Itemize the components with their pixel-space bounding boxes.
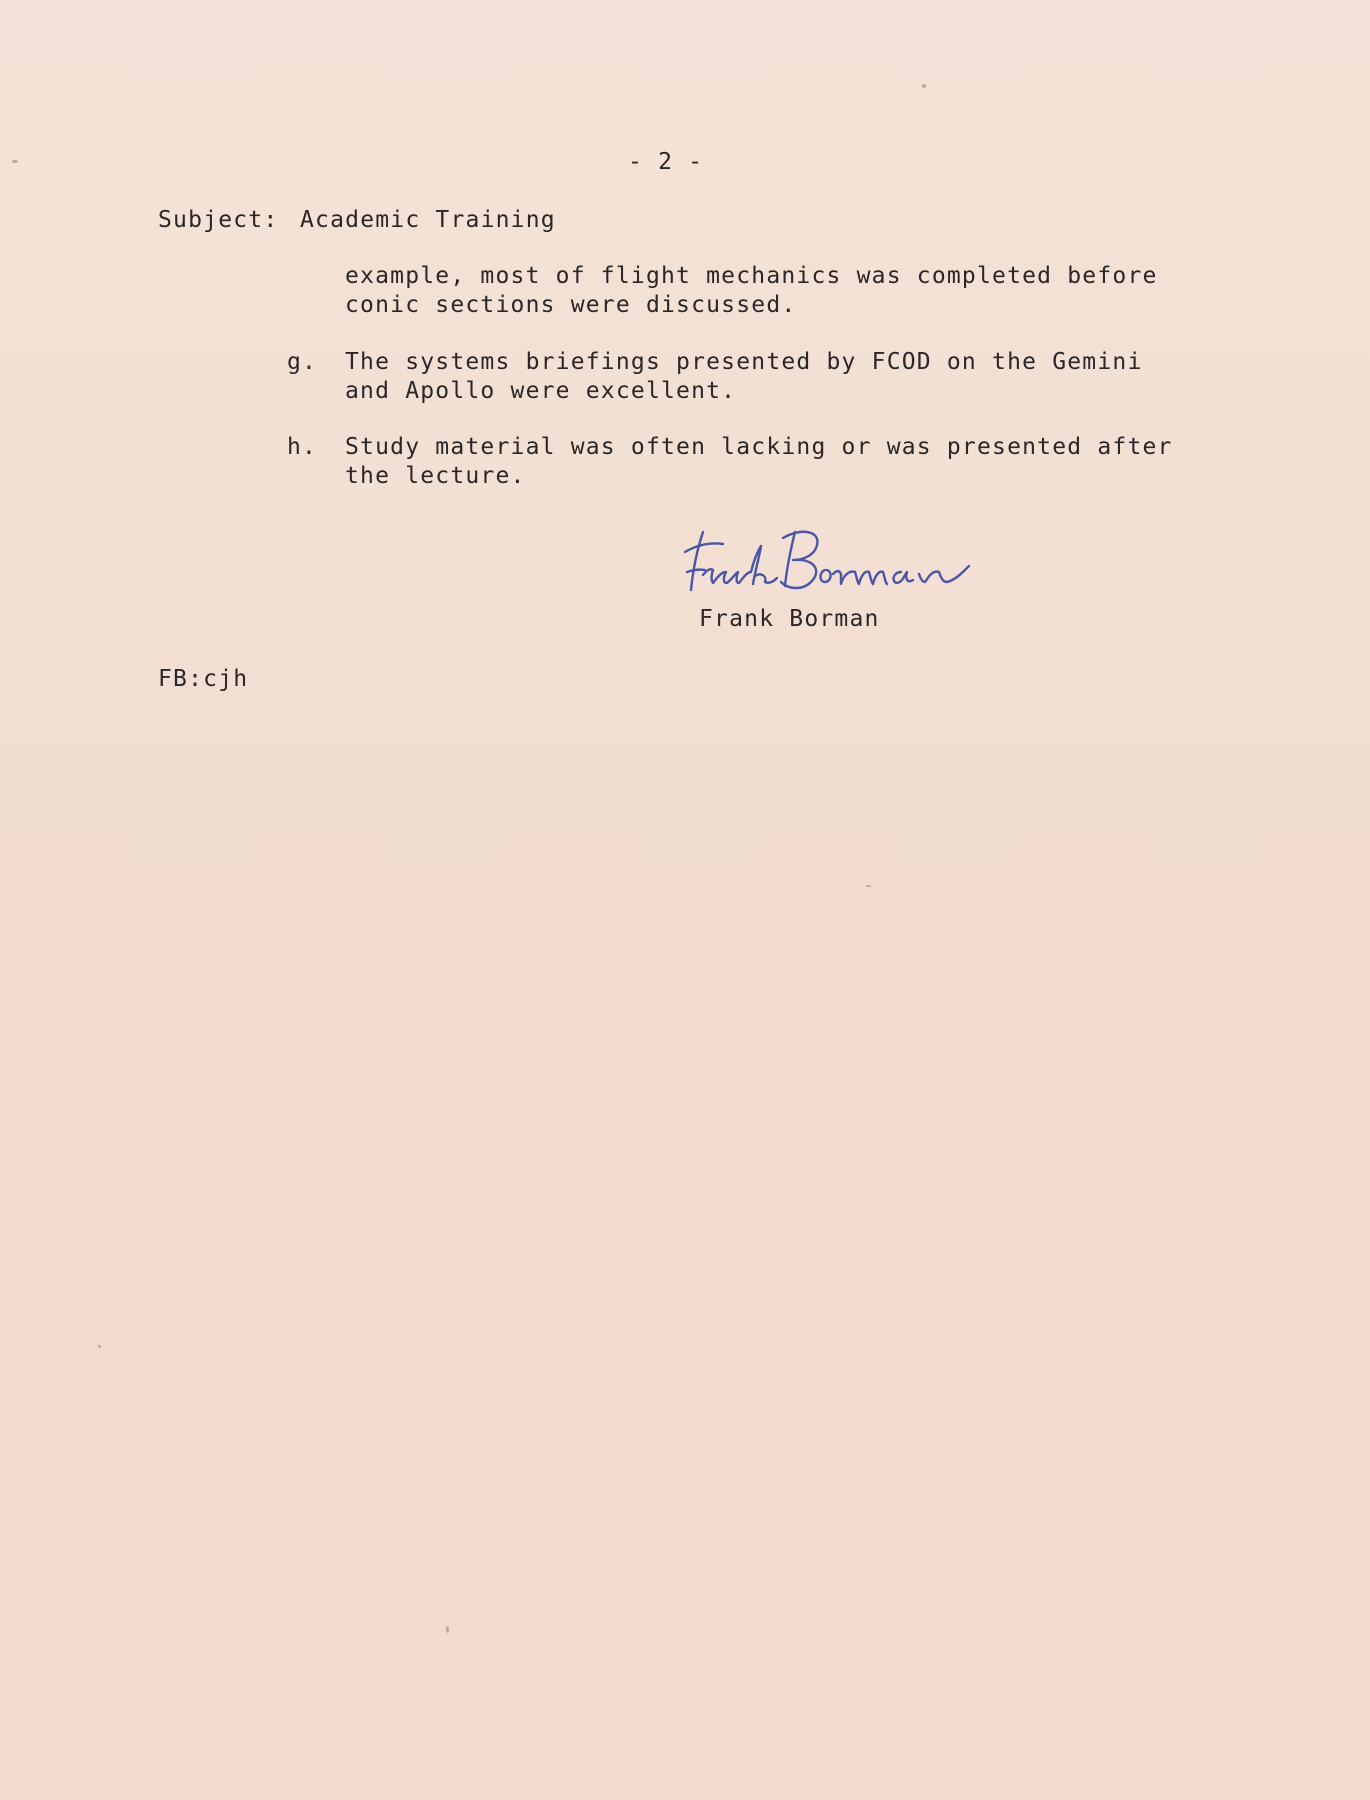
item-g-marker: g. [287, 349, 318, 375]
reference-initials: FB:cjh [158, 666, 249, 692]
continuation-line-2: conic sections were discussed. [345, 292, 797, 318]
paper-speck [446, 1626, 449, 1633]
item-g-line-1: The systems briefings presented by FCOD on the Gemini [345, 349, 1143, 375]
continuation-line-1: example, most of flight mechanics was completed before [345, 263, 1158, 289]
signer-name: Frank Borman [699, 606, 880, 632]
subject-value: Academic Training [300, 207, 556, 233]
page-number: - 2 - [628, 149, 704, 175]
paper-speck [12, 160, 18, 163]
paper-speck [866, 885, 871, 887]
item-h-marker: h. [287, 434, 318, 460]
item-g-line-2: and Apollo were excellent. [345, 378, 737, 404]
item-h-line-1: Study material was often lacking or was presented after [345, 434, 1173, 460]
item-h-line-2: the lecture. [345, 463, 526, 489]
subject-label: Subject: [158, 207, 279, 233]
paper-speck [922, 84, 926, 88]
handwritten-signature [665, 520, 1000, 605]
paper-speck [98, 1345, 101, 1348]
